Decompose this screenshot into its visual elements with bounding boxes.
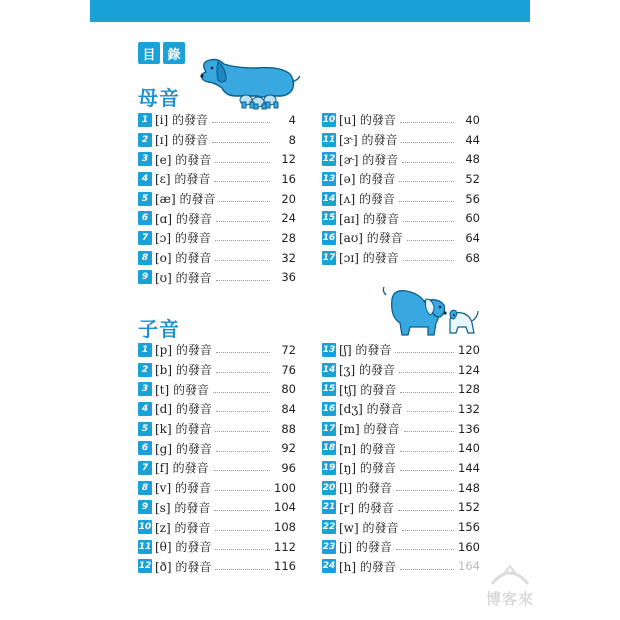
dot-leader [401,142,454,143]
dot-leader [407,411,454,412]
top-color-bar [90,0,530,22]
toc-entry[interactable] [138,360,296,380]
entry-label: [m] 的發音 [339,422,400,437]
dot-leader [215,549,270,550]
toc-entry[interactable] [138,268,296,288]
entry-number-badge: 6 [138,211,152,225]
entry-number-badge: 22 [322,522,336,533]
entry-page-number: 136 [458,421,480,436]
entry-label: [l] 的發音 [339,481,393,496]
entry-label: [k] 的發音 [155,422,212,437]
dot-leader [219,201,270,202]
toc-entry[interactable] [138,340,296,360]
toc-entry[interactable] [322,169,480,189]
entry-page-number: 100 [274,480,296,495]
entry-label: [e] 的發音 [155,152,212,167]
dot-leader [399,201,454,202]
toc-entry[interactable] [138,458,296,478]
dachshund-illustration [196,52,300,110]
entry-number-badge: 14 [322,193,336,204]
entry-label: [h] 的發音 [339,559,396,574]
entry-page-number: 64 [465,230,480,245]
entry-number-badge: 3 [138,152,152,166]
entry-label: [t] 的發音 [155,382,210,397]
entry-number-badge: 11 [138,541,152,552]
dot-leader [403,221,454,222]
entry-label: [æ] 的發音 [155,192,216,207]
entry-number-badge: 18 [322,443,336,454]
entry-number-badge: 10 [322,114,336,125]
dot-leader [402,530,454,531]
entry-page-number: 92 [281,441,296,456]
entry-number-badge: 3 [138,382,152,396]
toc-entry[interactable] [138,149,296,169]
entry-page-number: 156 [458,520,480,535]
toc-entry[interactable] [322,498,480,518]
entry-label: [ə] 的發音 [339,172,396,187]
vowels-right-column [322,110,480,268]
toc-entry[interactable] [322,419,480,439]
entry-page-number: 152 [458,500,480,515]
dot-leader [395,352,454,353]
entry-page-number: 32 [281,250,296,265]
entry-page-number: 80 [281,382,296,397]
dot-leader [396,549,454,550]
vowels-title: 母音 [138,86,180,110]
entry-number-badge: 7 [138,461,152,475]
toc-heading [138,42,185,64]
entry-page-number: 104 [274,500,296,515]
entry-page-number: 12 [281,152,296,167]
dot-leader [215,490,270,491]
dot-leader [398,510,454,511]
dot-leader [400,569,454,570]
entry-number-badge: 4 [138,402,152,416]
entry-number-badge: 15 [322,213,336,224]
entry-page-number: 40 [465,112,480,127]
entry-label: [ɝ] 的發音 [339,133,398,148]
toc-entry[interactable] [322,228,480,248]
dot-leader [215,569,270,570]
entry-page-number: 72 [281,342,296,357]
entry-label: [p] 的發音 [155,343,212,358]
entry-label: [aʊ] 的發音 [339,231,403,246]
dot-leader [216,352,270,353]
entry-label: [i] 的發音 [155,113,209,128]
entry-label: [f] 的發音 [155,461,209,476]
entry-label: [o] 的發音 [155,251,212,266]
entry-label: [ɚ] 的發音 [339,152,399,167]
entry-number-badge: 7 [138,231,152,245]
toc-entry[interactable] [138,248,296,268]
dot-leader [400,470,454,471]
entry-page-number: 140 [458,441,480,456]
toc-entry[interactable] [322,130,480,150]
entry-label: [u] 的發音 [339,113,396,128]
toc-entry[interactable] [138,419,296,439]
toc-entry[interactable] [138,517,296,537]
entry-label: [ɔɪ] 的發音 [339,251,399,266]
entry-page-number: 160 [458,539,480,554]
toc-entry[interactable] [138,498,296,518]
toc-entry[interactable] [138,189,296,209]
dot-leader [212,142,270,143]
entry-number-badge: 20 [322,482,336,493]
toc-entry[interactable] [322,478,480,498]
entry-page-number: 48 [465,152,480,167]
entry-page-number: 44 [465,132,480,147]
entry-label: [ŋ] 的發音 [339,461,396,476]
entry-label: [ɑ] 的發音 [155,211,212,226]
entry-label: [ɪ] 的發音 [155,133,209,148]
toc-entry[interactable] [322,360,480,380]
dot-leader [402,162,454,163]
entry-page-number: 16 [281,171,296,186]
entry-page-number: 68 [465,250,480,265]
entry-number-badge: 12 [138,561,152,572]
dot-leader [215,530,270,531]
toc-entry[interactable] [322,340,480,360]
entry-page-number: 8 [288,132,296,147]
entry-page-number: 4 [288,112,296,127]
entry-page-number: 52 [465,171,480,186]
entry-label: [ʊ] 的發音 [155,270,212,285]
dot-leader [216,372,270,373]
toc-entry[interactable] [322,189,480,209]
toc-badge: 錄 [163,42,185,64]
dot-leader [216,411,270,412]
toc-entry[interactable] [322,208,480,228]
dot-leader [407,240,454,241]
toc-entry[interactable] [138,110,296,130]
entry-page-number: 120 [458,342,480,357]
entry-label: [ʒ] 的發音 [339,363,395,378]
toc-entry[interactable] [138,208,296,228]
entry-page-number: 148 [458,480,480,495]
dot-leader [400,122,454,123]
dot-leader [215,162,270,163]
entry-page-number: 116 [274,559,296,574]
entry-number-badge: 10 [138,522,152,533]
dot-leader [214,181,270,182]
entry-page-number: 36 [281,270,296,285]
toc-entry[interactable] [322,399,480,419]
entry-number-badge: 8 [138,251,152,265]
entry-label: [w] 的發音 [339,520,399,535]
entry-number-badge: 17 [322,252,336,263]
entry-number-badge: 16 [322,232,336,243]
toc-entry[interactable] [322,537,480,557]
dogs-illustration [380,283,480,337]
toc-entry[interactable] [322,110,480,130]
dot-leader [213,470,270,471]
dot-leader [213,392,270,393]
entry-number-badge: 14 [322,364,336,375]
entry-label: [z] 的發音 [155,520,211,535]
dot-leader [404,431,454,432]
entry-label: [d] 的發音 [155,402,212,417]
entry-page-number: 164 [458,559,480,574]
consonants-right-column [322,340,480,576]
entry-label: [g] 的發音 [155,441,212,456]
entry-number-badge: 9 [138,270,152,284]
entry-page-number: 28 [281,230,296,245]
entry-number-badge: 13 [322,173,336,184]
entry-page-number: 20 [281,191,296,206]
entry-page-number: 108 [274,520,296,535]
entry-page-number: 132 [458,401,480,416]
entry-number-badge: 1 [138,343,152,357]
entry-label: [tʃ] 的發音 [339,382,397,397]
entry-label: [dʒ] 的發音 [339,402,403,417]
entry-page-number: 128 [458,382,480,397]
entry-label: [aɪ] 的發音 [339,211,400,226]
toc-entry[interactable] [322,379,480,399]
entry-number-badge: 4 [138,172,152,186]
dot-leader [215,260,270,261]
consonants-title: 子音 [138,317,180,341]
toc-entry[interactable] [322,248,480,268]
entry-page-number: 84 [281,401,296,416]
entry-number-badge: 24 [322,561,336,572]
entry-page-number: 60 [465,211,480,226]
entry-number-badge: 2 [138,363,152,377]
watermark-text: 博客來 [485,590,534,608]
vowels-left-column [138,110,296,287]
entry-label: [ʌ] 的發音 [339,192,395,207]
entry-label: [ð] 的發音 [155,559,212,574]
entry-number-badge: 16 [322,403,336,414]
entry-label: [b] 的發音 [155,363,212,378]
dot-leader [399,181,454,182]
entry-label: [ɛ] 的發音 [155,172,211,187]
toc-entry[interactable] [138,399,296,419]
entry-label: [s] 的發音 [155,500,211,515]
dot-leader [214,510,270,511]
toc-entry[interactable] [322,557,480,577]
dot-leader [212,122,270,123]
entry-number-badge: 21 [322,502,336,513]
entry-page-number: 88 [281,421,296,436]
toc-entry[interactable] [322,149,480,169]
toc-badge: 目 [138,42,160,64]
dot-leader [399,372,454,373]
entry-label: [v] 的發音 [155,481,211,496]
dot-leader [400,392,454,393]
entry-label: [n] 的發音 [339,441,396,456]
dot-leader [216,221,270,222]
toc-entry[interactable] [322,438,480,458]
entry-page-number: 144 [458,460,480,475]
toc-entry[interactable] [138,130,296,150]
entry-number-badge: 1 [138,113,152,127]
entry-label: [ʃ] 的發音 [339,343,392,358]
toc-entry[interactable] [138,169,296,189]
entry-page-number: 96 [281,460,296,475]
entry-label: [j] 的發音 [339,540,392,555]
entry-number-badge: 13 [322,344,336,355]
entry-number-badge: 12 [322,154,336,165]
entry-page-number: 24 [281,211,296,226]
entry-number-badge: 11 [322,134,336,145]
toc-entry[interactable] [138,438,296,458]
entry-number-badge: 23 [322,541,336,552]
entry-number-badge: 6 [138,441,152,455]
entry-number-badge: 5 [138,422,152,436]
entry-label: [ɔ] 的發音 [155,231,211,246]
toc-entry[interactable] [138,228,296,248]
entry-number-badge: 19 [322,462,336,473]
entry-number-badge: 5 [138,192,152,206]
dot-leader [216,280,270,281]
dot-leader [396,490,454,491]
dot-leader [215,431,270,432]
dot-leader [403,260,454,261]
entry-number-badge: 2 [138,133,152,147]
entry-page-number: 76 [281,362,296,377]
toc-entry[interactable] [322,517,480,537]
dot-leader [216,451,270,452]
toc-entry[interactable] [138,478,296,498]
entry-number-badge: 15 [322,384,336,395]
entry-page-number: 112 [274,539,296,554]
toc-entry[interactable] [138,379,296,399]
entry-number-badge: 8 [138,481,152,495]
toc-entry[interactable] [138,557,296,577]
toc-entry[interactable] [322,458,480,478]
dot-leader [215,240,270,241]
entry-label: [r] 的發音 [339,500,394,515]
toc-entry[interactable] [138,537,296,557]
entry-label: [θ] 的發音 [155,540,212,555]
entry-page-number: 124 [458,362,480,377]
consonants-left-column [138,340,296,576]
entry-number-badge: 17 [322,423,336,434]
dot-leader [400,451,454,452]
entry-page-number: 56 [465,191,480,206]
entry-number-badge: 9 [138,500,152,514]
